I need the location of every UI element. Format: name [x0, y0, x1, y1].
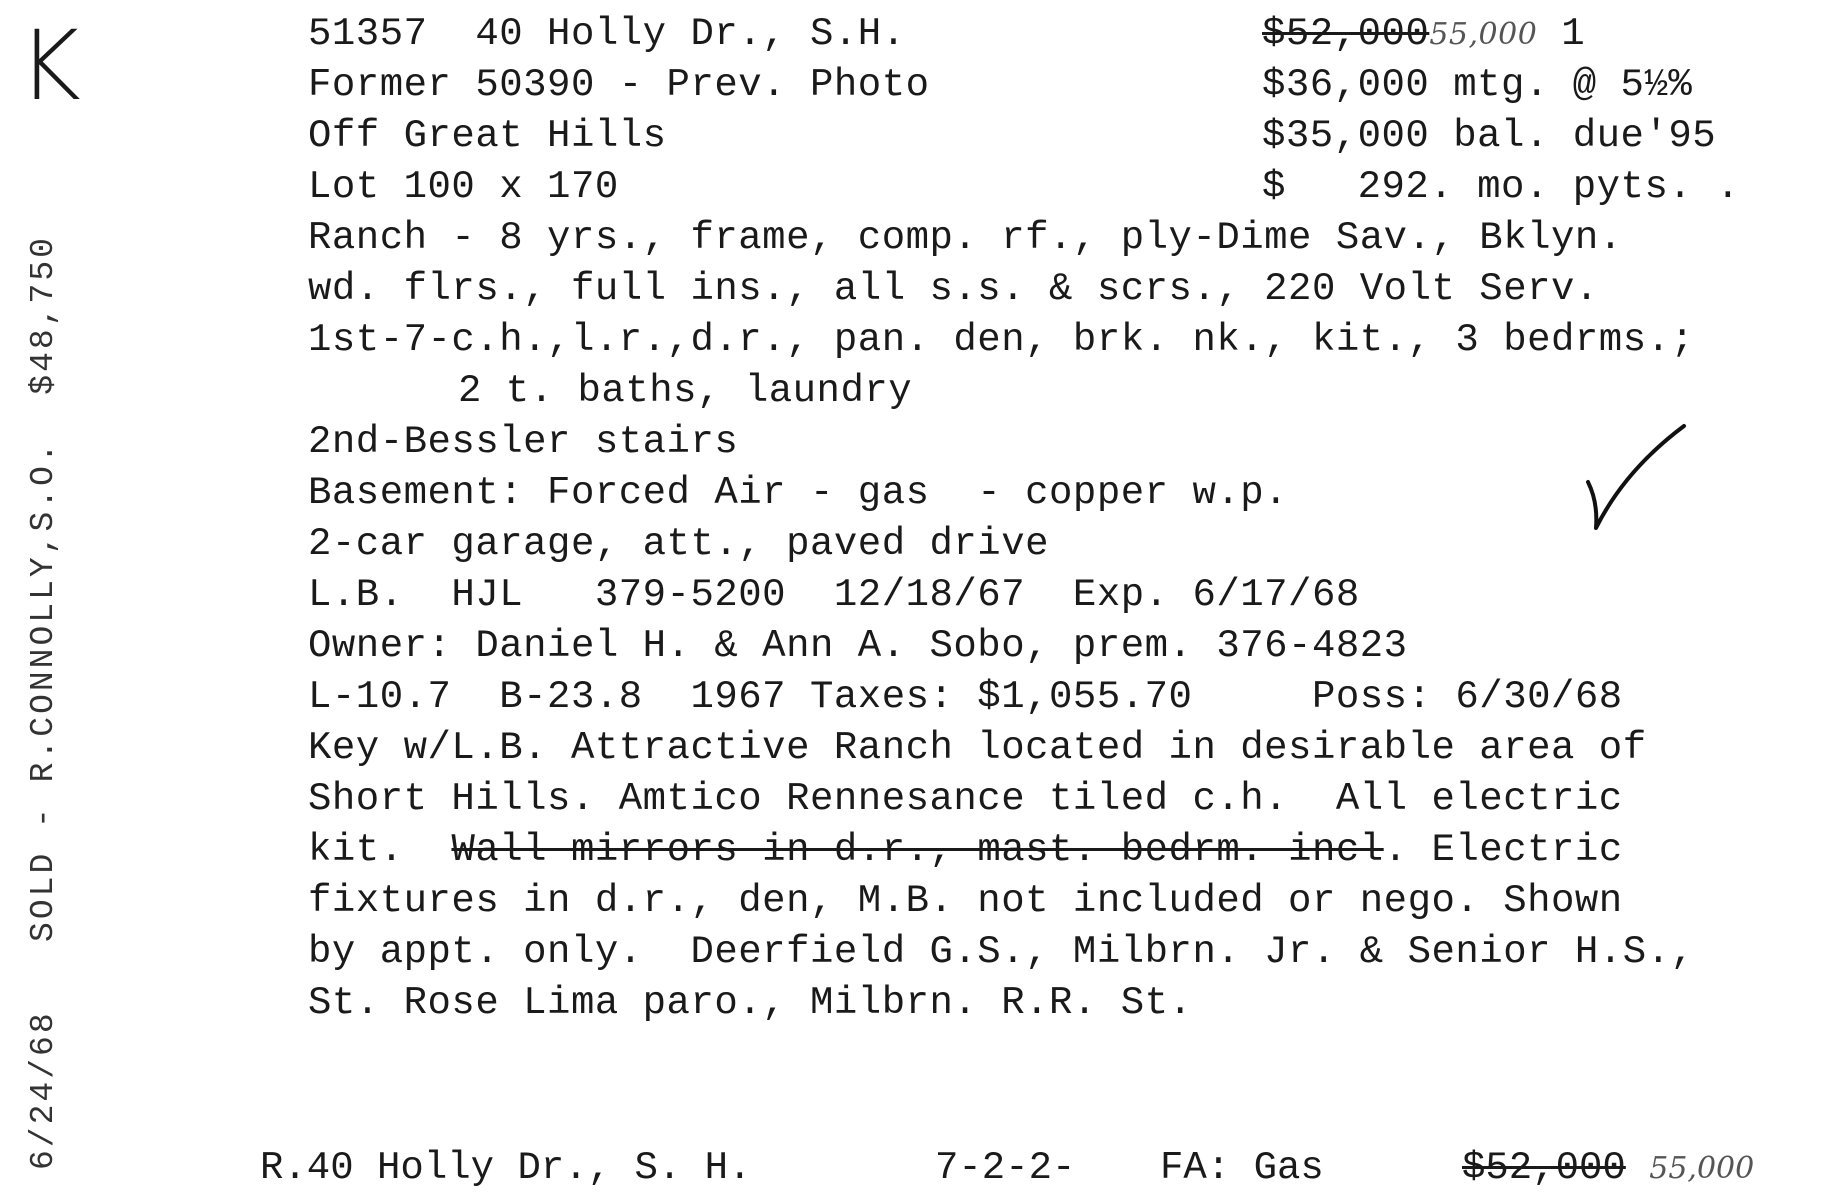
listing-line: L-10.7 B-23.8 1967 Taxes: $1,055.70 Poss: 6/30/68: [308, 675, 1623, 719]
bottom-code: 7-2-2-: [935, 1146, 1076, 1190]
listing-line: 2 t. baths, laundry: [458, 369, 913, 413]
index-letter: K: [18, 10, 81, 122]
finance-line: $36,000 mtg. @ 5½%: [1262, 63, 1693, 107]
bottom-price-handwritten: 55,000: [1649, 1151, 1755, 1186]
bottom-price: [1462, 1148, 1754, 1189]
listing-line: Short Hills. Amtico Rennesance tiled c.h. All electric: [308, 777, 1623, 821]
listing-line: Owner: Daniel H. & Ann A. Sobo, prem. 376-4823: [308, 624, 1408, 668]
handwritten-price: 55,000: [1429, 17, 1538, 52]
listing-line: 2nd-Bessler stairs: [308, 420, 739, 464]
struck-text: Wall mirrors in d.r., mast. bedrm. incl: [451, 828, 1384, 872]
listing-line: Former 50390 - Prev. Photo: [308, 63, 930, 107]
listing-line: Basement: Forced Air - gas - copper w.p.: [308, 471, 1289, 515]
listing-line: by appt. only. Deerfield G.S., Milbrn. Jr. & Senior H.S.,: [308, 930, 1695, 974]
listing-line: 1st-7-c.h.,l.r.,d.r., pan. den, brk. nk., kit., 3 bedrms.;: [308, 318, 1695, 362]
finance-line: $ 292. mo. pyts. .: [1262, 165, 1741, 209]
bottom-price-struck: $52,000: [1462, 1146, 1626, 1190]
listing-line: fixtures in d.r., den, M.B. not included or nego. Shown: [308, 879, 1623, 923]
finance-line: $35,000 bal. due'95: [1262, 114, 1717, 158]
listing-line: Key w/L.B. Attractive Ranch located in desirable area of: [308, 726, 1647, 770]
line-text: kit.: [308, 828, 452, 872]
original-price: $52,000: [1262, 12, 1430, 56]
listing-line: Off Great Hills: [308, 114, 667, 158]
listing-line: 2-car garage, att., paved drive: [308, 522, 1050, 566]
sold-side-note: 6/24/68 SOLD - R.CONNOLLY,S.O. $48,750: [25, 235, 62, 1170]
check-mark-icon: [1580, 420, 1690, 540]
listing-line: 51357 40 Holly Dr., S.H.: [308, 12, 906, 56]
listing-line: [308, 830, 1623, 870]
listing-line: Lot 100 x 170: [308, 165, 619, 209]
bottom-heat: FA: Gas: [1160, 1146, 1324, 1190]
bottom-address: R.40 Holly Dr., S. H.: [260, 1146, 752, 1190]
price-suffix: 1: [1537, 12, 1586, 56]
price-line: [1262, 14, 1585, 55]
listing-line: St. Rose Lima paro., Milbrn. R.R. St.: [308, 981, 1193, 1025]
listing-line: L.B. HJL 379-5200 12/18/67 Exp. 6/17/68: [308, 573, 1360, 617]
listing-line: Ranch - 8 yrs., frame, comp. rf., ply-Dime Sav., Bklyn.: [308, 216, 1623, 260]
line-text: . Electric: [1383, 828, 1623, 872]
listing-line: wd. flrs., full ins., all s.s. & scrs., 220 Volt Serv.: [308, 267, 1599, 311]
